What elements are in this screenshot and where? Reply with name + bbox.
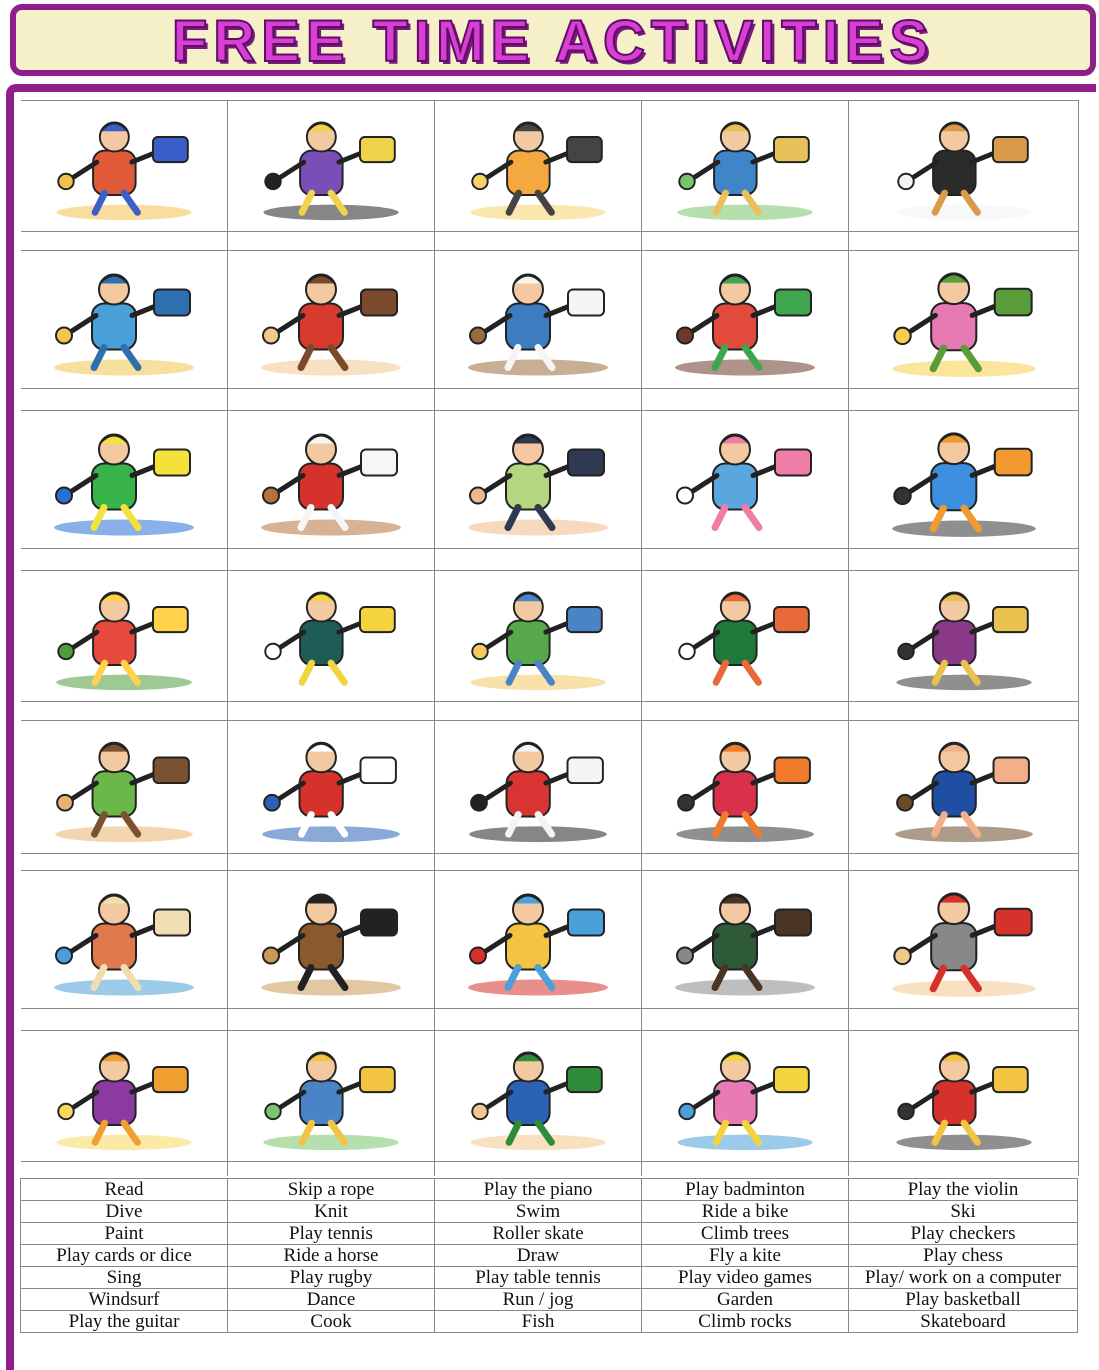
- read-icon: [448, 1038, 628, 1154]
- page-title: FREE TIME ACTIVITIES: [171, 9, 935, 74]
- basketball-icon: [655, 258, 835, 381]
- word-row: [20, 1222, 1078, 1244]
- skateboard-icon: [448, 878, 628, 1001]
- word-cell: Run / jog: [434, 1289, 641, 1310]
- blank-label-cell: [642, 548, 849, 570]
- word-cell: Play the piano: [434, 1179, 641, 1200]
- picture-row: [21, 100, 1079, 232]
- picture-cell: [435, 571, 642, 701]
- word-row: [20, 1266, 1078, 1288]
- word-cell: Play/ work on a computer: [848, 1267, 1078, 1288]
- rugby-icon: [241, 728, 421, 846]
- picture-cell: [228, 1031, 435, 1161]
- word-cell: Paint: [20, 1223, 227, 1244]
- word-cell: Climb rocks: [641, 1311, 848, 1332]
- word-cell: Fly a kite: [641, 1245, 848, 1266]
- blank-label-cell: [228, 388, 435, 410]
- word-row: [20, 1244, 1078, 1266]
- blank-label-cell: [228, 1008, 435, 1030]
- blank-label-cell: [849, 548, 1079, 570]
- checkers-icon: [864, 1038, 1064, 1154]
- picture-cell: [21, 101, 228, 231]
- blank-label-cell: [849, 701, 1079, 720]
- word-cell: Play chess: [848, 1245, 1078, 1266]
- picture-cell: [228, 721, 435, 853]
- blank-label-cell: [21, 548, 228, 570]
- picture-row: [21, 250, 1079, 389]
- word-cell: Roller skate: [434, 1223, 641, 1244]
- word-cell: Cook: [227, 1311, 434, 1332]
- windsurf-icon: [34, 258, 214, 381]
- word-cell: Draw: [434, 1245, 641, 1266]
- picture-row: [21, 870, 1079, 1009]
- word-cell: Ride a horse: [227, 1245, 434, 1266]
- blank-label-row: [21, 231, 1079, 250]
- horse-icon: [241, 878, 421, 1001]
- word-cell: Play video games: [641, 1267, 848, 1288]
- picture-cell: [21, 871, 228, 1008]
- computer-icon: [34, 878, 214, 1001]
- blank-label-cell: [849, 231, 1079, 250]
- word-cell: Play checkers: [848, 1223, 1078, 1244]
- word-cell: Skateboard: [848, 1311, 1078, 1332]
- title-banner: [10, 4, 1096, 76]
- blank-label-cell: [435, 701, 642, 720]
- picture-cell: [849, 411, 1079, 548]
- garden-icon: [864, 258, 1064, 381]
- picture-cell: [21, 571, 228, 701]
- blank-label-row: [21, 1161, 1079, 1176]
- word-cell: Fish: [434, 1311, 641, 1332]
- picture-cell: [642, 721, 849, 853]
- blank-label-cell: [21, 853, 228, 870]
- word-row: [20, 1178, 1078, 1200]
- kite-icon: [655, 1038, 835, 1154]
- picture-cell: [642, 571, 849, 701]
- word-cell: Play tennis: [227, 1223, 434, 1244]
- word-cell: Play rugby: [227, 1267, 434, 1288]
- word-cell: Play the violin: [848, 1179, 1078, 1200]
- picture-cell: [435, 871, 642, 1008]
- blank-label-cell: [849, 853, 1079, 870]
- picture-cell: [849, 871, 1079, 1008]
- bike-icon: [655, 728, 835, 846]
- word-row: [20, 1288, 1078, 1310]
- word-cell: Play table tennis: [434, 1267, 641, 1288]
- word-cell: Read: [20, 1179, 227, 1200]
- word-cell: Skip a rope: [227, 1179, 434, 1200]
- blank-label-cell: [642, 231, 849, 250]
- word-cell: Swim: [434, 1201, 641, 1222]
- picture-cell: [642, 251, 849, 388]
- picture-cell: [435, 251, 642, 388]
- blank-label-cell: [435, 388, 642, 410]
- blank-label-cell: [228, 548, 435, 570]
- word-table: [20, 1178, 1078, 1333]
- picture-cell: [228, 101, 435, 231]
- blank-label-cell: [435, 1008, 642, 1030]
- picture-cell: [228, 251, 435, 388]
- blank-label-cell: [849, 1161, 1079, 1176]
- dive-icon: [655, 418, 835, 541]
- blank-label-cell: [642, 1161, 849, 1176]
- dance-icon: [241, 108, 421, 224]
- violin-icon: [241, 258, 421, 381]
- picture-row: [21, 1030, 1079, 1162]
- climb-rocks-icon: [864, 878, 1064, 1001]
- blank-label-row: [21, 548, 1079, 570]
- picture-cell: [435, 411, 642, 548]
- word-cell: Garden: [641, 1289, 848, 1310]
- blank-label-cell: [21, 701, 228, 720]
- picture-cell: [642, 411, 849, 548]
- blank-label-row: [21, 701, 1079, 720]
- picture-row: [21, 720, 1079, 854]
- word-cell: Windsurf: [20, 1289, 227, 1310]
- word-cell: Ski: [848, 1201, 1078, 1222]
- paint-icon: [34, 578, 214, 694]
- chess-icon: [864, 728, 1064, 846]
- blank-label-row: [21, 388, 1079, 410]
- blank-label-cell: [435, 1161, 642, 1176]
- video-games-icon: [655, 878, 835, 1001]
- blank-label-cell: [21, 1008, 228, 1030]
- picture-cell: [21, 251, 228, 388]
- blank-label-cell: [849, 388, 1079, 410]
- skip-rope-icon: [241, 1038, 421, 1154]
- word-cell: Play basketball: [848, 1289, 1078, 1310]
- word-cell: Play the guitar: [20, 1311, 227, 1332]
- blank-label-cell: [642, 701, 849, 720]
- blank-label-row: [21, 1008, 1079, 1030]
- picture-cell: [849, 571, 1079, 701]
- picture-cell: [642, 101, 849, 231]
- picture-cell: [228, 571, 435, 701]
- table-tennis-icon: [655, 578, 835, 694]
- blank-label-cell: [21, 231, 228, 250]
- picture-cell: [21, 411, 228, 548]
- picture-row: [21, 410, 1079, 549]
- blank-label-cell: [435, 548, 642, 570]
- word-cell: Knit: [227, 1201, 434, 1222]
- blank-label-cell: [642, 853, 849, 870]
- badminton-icon: [864, 418, 1064, 541]
- blank-label-cell: [435, 853, 642, 870]
- word-cell: Dive: [20, 1201, 227, 1222]
- ski-icon: [864, 578, 1064, 694]
- cards-dice-icon: [448, 728, 628, 846]
- picture-row: [21, 570, 1079, 702]
- picture-cell: [642, 871, 849, 1008]
- climb-trees-icon: [34, 728, 214, 846]
- blank-label-cell: [21, 1161, 228, 1176]
- blank-label-cell: [21, 388, 228, 410]
- word-cell: Play cards or dice: [20, 1245, 227, 1266]
- word-cell: Play badminton: [641, 1179, 848, 1200]
- picture-cell: [228, 411, 435, 548]
- knit-icon: [34, 1038, 214, 1154]
- blank-label-cell: [228, 1161, 435, 1176]
- picture-cell: [849, 251, 1079, 388]
- picture-cell: [435, 721, 642, 853]
- picture-cell: [849, 721, 1079, 853]
- blank-label-cell: [642, 1008, 849, 1030]
- sing-icon: [448, 418, 628, 541]
- blank-label-cell: [228, 231, 435, 250]
- word-row: [20, 1200, 1078, 1222]
- picture-cell: [21, 721, 228, 853]
- piano-icon: [448, 108, 628, 224]
- blank-label-cell: [642, 388, 849, 410]
- picture-cell: [228, 871, 435, 1008]
- guitar-icon: [864, 108, 1064, 224]
- run-icon: [34, 108, 214, 224]
- word-cell: Climb trees: [641, 1223, 848, 1244]
- picture-cell: [849, 101, 1079, 231]
- blank-label-cell: [228, 853, 435, 870]
- draw-icon: [448, 578, 628, 694]
- roller-skate-icon: [34, 418, 214, 541]
- fishing-icon: [655, 108, 835, 224]
- swim-icon: [241, 578, 421, 694]
- picture-cell: [435, 1031, 642, 1161]
- blank-label-row: [21, 853, 1079, 870]
- word-cell: Sing: [20, 1267, 227, 1288]
- picture-cell: [642, 1031, 849, 1161]
- blank-label-cell: [228, 701, 435, 720]
- word-cell: Ride a bike: [641, 1201, 848, 1222]
- picture-cell: [21, 1031, 228, 1161]
- blank-label-cell: [435, 231, 642, 250]
- picture-cell: [849, 1031, 1079, 1161]
- tennis-icon: [241, 418, 421, 541]
- word-cell: Dance: [227, 1289, 434, 1310]
- picture-cell: [435, 101, 642, 231]
- cook-icon: [448, 258, 628, 381]
- word-row: [20, 1310, 1078, 1333]
- blank-label-cell: [849, 1008, 1079, 1030]
